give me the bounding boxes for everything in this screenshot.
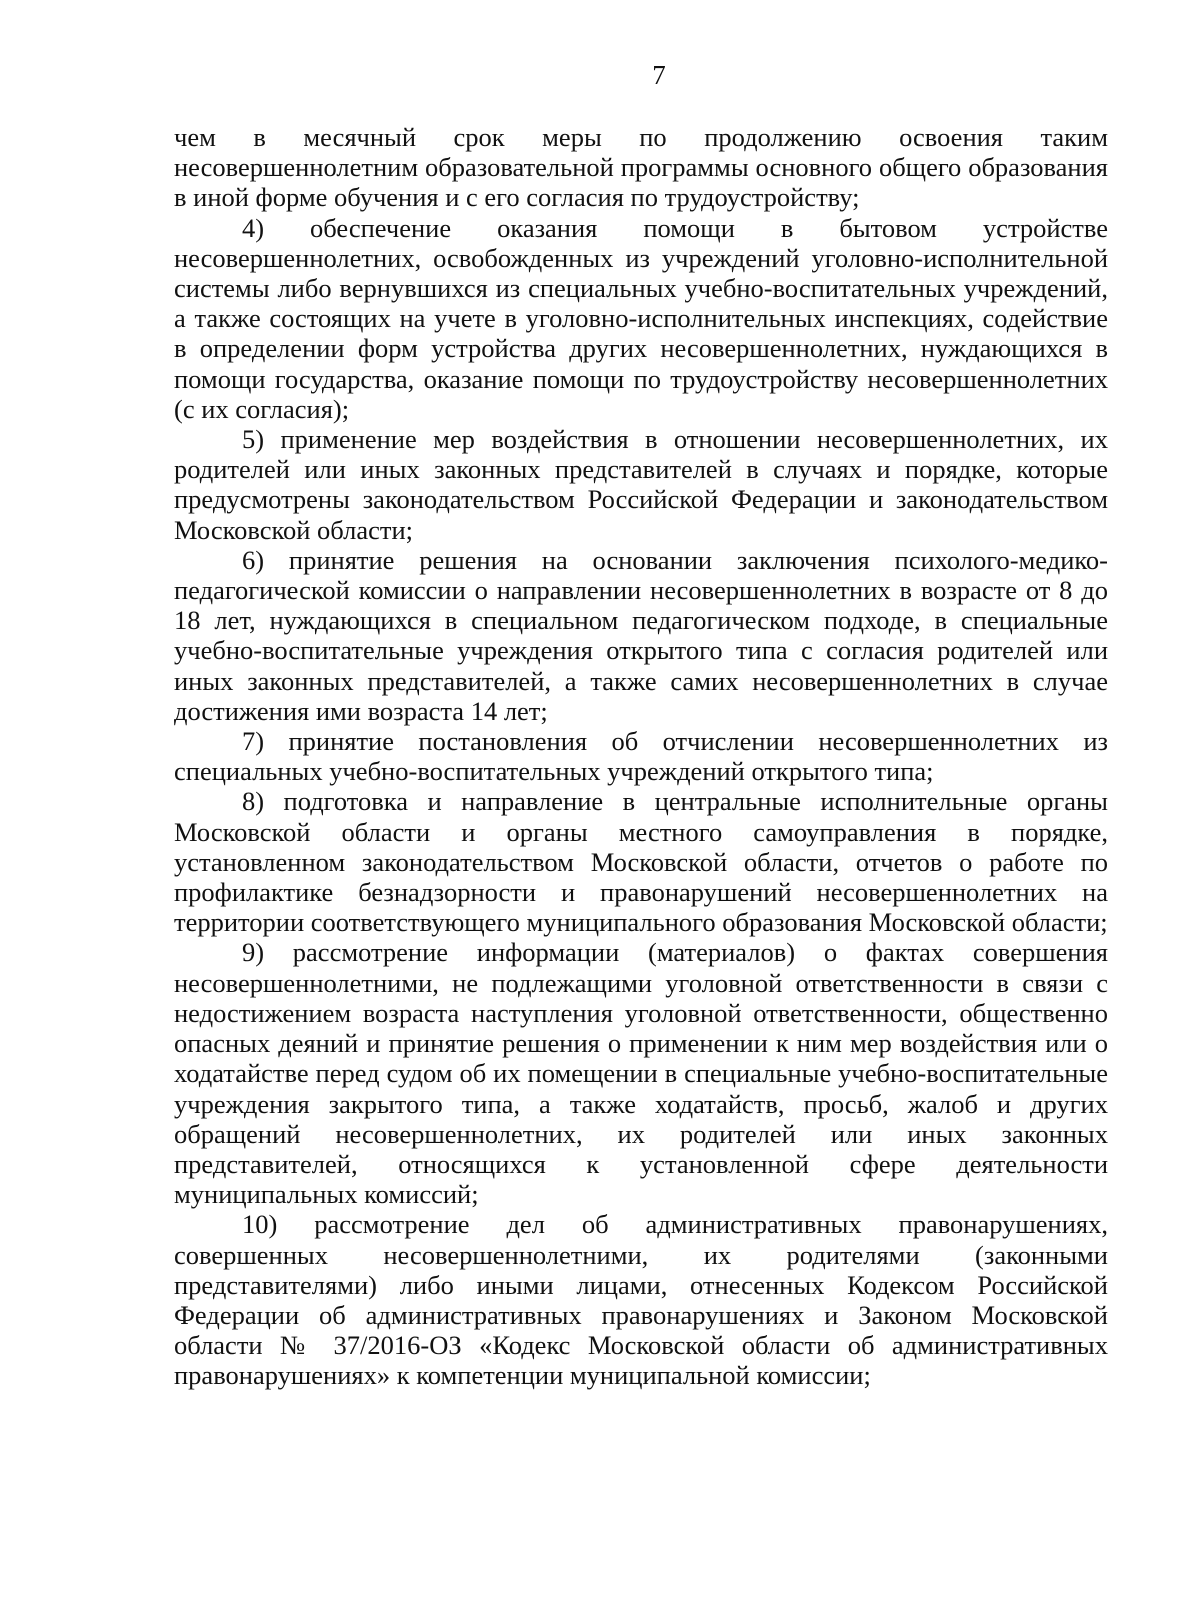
paragraph-item-7: 7) принятие постановления об отчислении несовершеннолетних из специальных учебно-воспитательных учреждений открытого типа; xyxy=(174,726,1108,787)
paragraph-continuation: чем в месячный срок меры по продолжению освоения таким несовершеннолетним образовательной программы основного общего образования в иной форме обучения и с его согласия по трудоустройству; xyxy=(174,122,1108,213)
page-number: 7 xyxy=(652,60,666,90)
paragraph-item-9: 9) рассмотрение информации (материалов) о фактах совершения несовершеннолетними, не подлежащими уголовной ответственности в связи с недостижением возраста наступления уголовной ответственности, общественно опасных деяний и принятие решения о применении к ним мер воздействия или о ходатайстве перед судом об их помещении в специальные учебно-воспитательные учреждения закрытого типа, а также ходатайств, просьб, жалоб и других обращений несовершеннолетних, их родителей или иных законных представителей, относящихся к установленной сфере деятельности муниципальных комиссий; xyxy=(174,937,1108,1210)
paragraph-item-4: 4) обеспечение оказания помощи в бытовом устройстве несовершеннолетних, освобожденных из учреждений уголовно-исполнительной системы либо вернувшихся из специальных учебно-воспитательных учреждений, а также состоящих на учете в уголовно-исполнительных инспекциях, содействие в определении форм устройства других несовершеннолетних, нуждающихся в помощи государства, оказание помощи по трудоустройству несовершеннолетних (с их согласия); xyxy=(174,212,1108,424)
paragraph-item-5: 5) применение мер воздействия в отношении несовершеннолетних, их родителей или иных законных представителей в случаях и порядке, которые предусмотрены законодательством Российской Федерации и законодательством Московской области; xyxy=(174,424,1108,545)
paragraph-item-6: 6) принятие решения на основании заключения психолого-медико-педагогической комиссии о направлении несовершеннолетних в возрасте от 8 до 18 лет, нуждающихся в специальном педагогическом подходе, в специальные учебно-воспитательные учреждения открытого типа с согласия родителей или иных законных представителей, а также самих несовершеннолетних в случае достижения ими возраста 14 лет; xyxy=(174,544,1108,726)
paragraph-item-10: 10) рассмотрение дел об административных правонарушениях, совершенных несовершеннолетними, их родителями (законными представителями) либо иными лицами, отнесенных Кодексом Российской Федерации об административных правонарушениях и Законом Московской области № 37/2016-ОЗ «Кодекс Московской области об административных правонарушениях» к компетенции муниципальной комиссии; xyxy=(174,1209,1108,1391)
paragraph-item-8: 8) подготовка и направление в центральные исполнительные органы Московской области и органы местного самоуправления в порядке, установленном законодательством Московской области, отчетов о работе по профилактике безнадзорности и правонарушений несовершеннолетних на территории соответствующего муниципального образования Московской области; xyxy=(174,786,1108,938)
document-body xyxy=(174,122,1108,1391)
